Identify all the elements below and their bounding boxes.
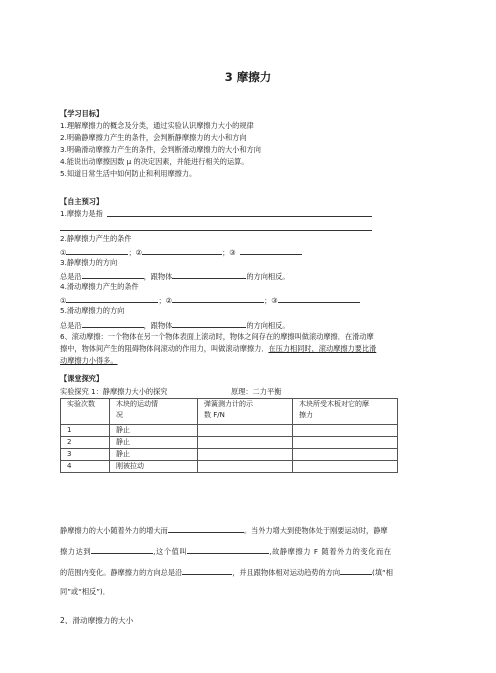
table-cell [198, 425, 293, 437]
answer-blank [172, 320, 246, 328]
table-cell: 刚被拉动 [110, 461, 198, 473]
answer-blank [172, 295, 264, 303]
table-header-cell: 木块的运动情 况 [110, 399, 198, 425]
table-row [61, 461, 398, 473]
experiment-principle: 原理：二力平衡 [231, 387, 282, 396]
answer-blank [340, 567, 372, 575]
direction-blanks [60, 271, 289, 280]
question-5-label: 5.滑动摩擦力的方向 [60, 306, 125, 315]
experiment-table [60, 398, 398, 473]
table-cell: 静止 [110, 437, 198, 449]
text-segment: (填“相 [372, 568, 393, 577]
answer-blank [66, 247, 128, 255]
table-cell: 2 [61, 437, 110, 449]
table-cell [198, 437, 293, 449]
question-6-text: 动摩擦力小得多。 [60, 356, 118, 365]
blank-label: ；② [128, 248, 143, 257]
question-3-label: 3.静摩擦力的方向 [60, 258, 118, 267]
text-segment: 的方向相反。 [246, 272, 290, 281]
section-2-heading: 2、滑动摩擦力的大小 [60, 616, 134, 625]
answer-line [60, 230, 372, 231]
text-segment: 擦中，物体间产生的阻碍物体间滚动的作用力，叫做滚动摩擦力． [60, 344, 269, 353]
answer-blank [142, 247, 222, 255]
blank-label: ① [60, 248, 67, 257]
table-row [61, 437, 398, 449]
question-2-label: 2.静摩擦力产生的条件 [60, 234, 132, 243]
paragraph-line [60, 546, 392, 555]
text-segment: 的范围内变化。静摩擦力的方向总是沿 [60, 568, 183, 577]
answer-blank [187, 546, 269, 554]
table-header-cell: 实验次数 [61, 399, 110, 425]
table-cell: 3 [61, 449, 110, 461]
answer-blank [82, 320, 144, 328]
text-segment: ，跟物体 [143, 272, 173, 281]
table-cell [293, 461, 398, 473]
blank-label: ；③ [222, 248, 236, 257]
text-segment: 擦力达到 [60, 547, 92, 556]
table-cell: 静止 [110, 449, 198, 461]
answer-blank [172, 271, 246, 279]
table-cell [293, 449, 398, 461]
preview-heading: 【自主预习】 [60, 197, 104, 206]
question-6-text [60, 345, 376, 352]
experiment-title: 实验探究 1：静摩擦力大小的探究 [60, 387, 168, 396]
answer-blank [66, 295, 158, 303]
paragraph-line [60, 567, 393, 576]
text-segment: 静摩擦力的大小随着外力的增大而 [60, 526, 168, 535]
table-cell [198, 449, 293, 461]
question-4-label: 4.滑动摩擦力产生的条件 [60, 282, 139, 291]
objectives-heading: 【学习目标】 [60, 109, 104, 118]
objective-item: 5.知道日常生活中如何防止和利用摩擦力。 [60, 169, 197, 178]
blank-label: ；② [158, 296, 173, 305]
answer-blank [182, 567, 232, 575]
table-row [61, 449, 398, 461]
direction-blanks [60, 320, 289, 329]
answer-blank [240, 247, 302, 255]
objective-item: 3.明确滑动摩擦力产生的条件，会判断滑动摩擦力的大小和方向 [60, 145, 261, 154]
text-segment: ，并且跟物体相对运动趋势的方向 [232, 568, 341, 577]
table-cell: 1 [61, 425, 110, 437]
text-segment: 总是沿 [60, 272, 82, 281]
paragraph-line: 同”或“相反”)． [60, 587, 110, 596]
answer-blank [168, 525, 244, 533]
table-cell [198, 461, 293, 473]
text-segment: ，跟物体 [143, 321, 173, 330]
table-header-cell: 木块所受木板对它的摩 擦力 [293, 399, 398, 425]
question-6-text: 6、滚动摩擦：一个物体在另一个物体表面上滚动时，物体之间存在的摩擦叫做滚动摩擦．在滑动摩 [60, 332, 374, 341]
table-header-cell: 弹簧测力计的示 数 F/N [198, 399, 293, 425]
text-segment: ,故静摩擦力 F 随着外力的变化而在 [269, 547, 392, 556]
table-row [61, 425, 398, 437]
text-segment: 的方向相反。 [246, 321, 290, 330]
text-segment: ,这个值叫 [153, 547, 188, 556]
blank-label: ① [60, 296, 67, 305]
answer-blank [91, 546, 153, 554]
objective-item: 1.理解摩擦力的概念及分类，通过实验认识摩擦力大小的规律 [60, 121, 254, 130]
text-segment: 在压力相同时，滚动摩擦力要比滑 [268, 344, 377, 353]
question-1-label: 1.摩擦力是指 [60, 209, 103, 218]
objective-item: 4.能说出动摩擦因数 μ 的决定因素，并能进行相关的运算。 [60, 157, 249, 166]
condition-blanks [60, 295, 360, 304]
classroom-heading: 【课堂探究】 [60, 374, 104, 383]
text-segment: 。当外力增大到使物体处于刚要运动时，静摩 [243, 526, 388, 535]
blank-label: ；③ [264, 296, 278, 305]
objective-item: 2.明确静摩擦力产生的条件，会判断静摩擦力的大小和方向 [60, 133, 247, 142]
table-cell: 4 [61, 461, 110, 473]
table-cell: 静止 [110, 425, 198, 437]
table-cell [293, 425, 398, 437]
page-title: 3 摩擦力 [224, 70, 272, 84]
paragraph-line [60, 525, 388, 534]
text-segment: 总是沿 [60, 321, 82, 330]
table-cell [293, 437, 398, 449]
condition-blanks [60, 247, 302, 256]
answer-blank [82, 271, 144, 279]
answer-blank [278, 295, 360, 303]
answer-line [107, 216, 372, 217]
